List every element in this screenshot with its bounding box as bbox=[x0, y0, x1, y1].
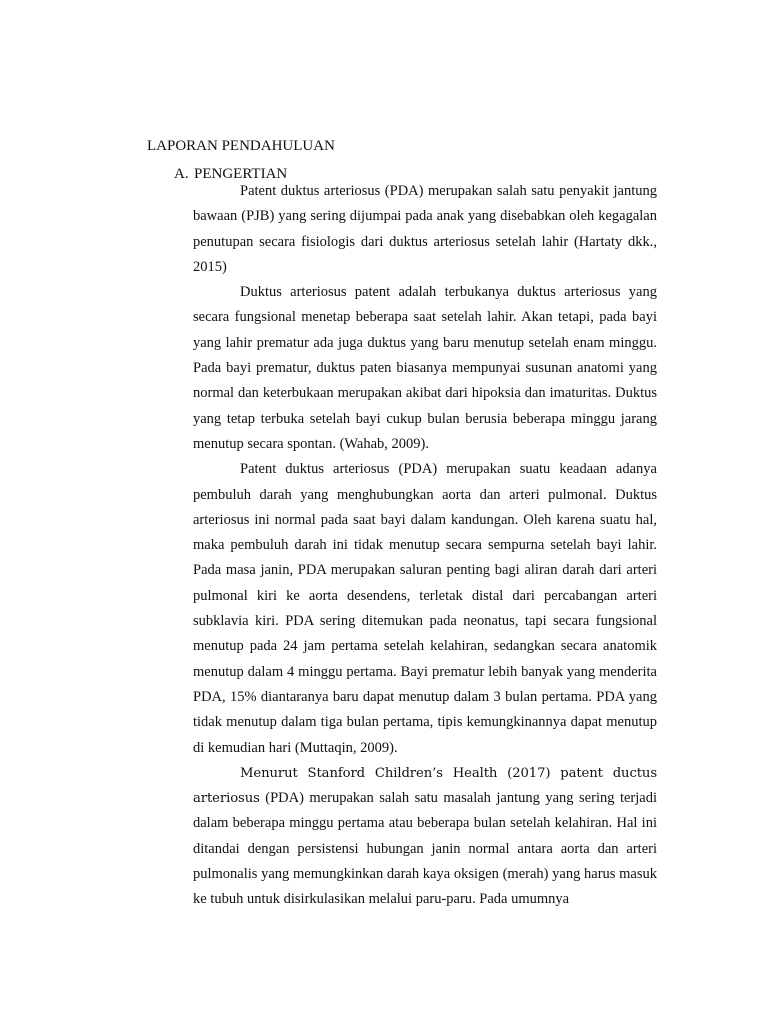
section-marker: A. bbox=[174, 166, 189, 182]
paragraph-4-lead: Menurut Stanford Children’s Health (2017) patent ductus arteriosus bbox=[193, 765, 657, 807]
section-title: PENGERTIAN bbox=[194, 166, 288, 182]
paragraph-1: Patent duktus arteriosus (PDA) merupakan salah satu penyakit jantung bawaan (PJB) yang sering dijumpai pada anak yang disebabkan oleh kegagalan penutupan secara fisiologis dari duktus arteriosus setelah lahir (Hartaty dkk., 2015) bbox=[193, 183, 657, 275]
paragraph-2: Duktus arteriosus patent adalah terbukanya duktus arteriosus yang secara fungsional menetap beberapa saat setelah lahir. Akan tetapi, pada bayi yang lahir prematur ada juga duktus yang baru menutup setelah enam minggu. Pada bayi prematur, duktus paten biasanya mempunyai susunan anatomi yang normal dan keterbukaan merupakan akibat dari hipoksia dan imaturitas. Duktus yang tetap terbuka setelah bayi cukup bulan berusia beberapa minggu jarang menutup secara spontan. (Wahab, 2009). bbox=[193, 284, 657, 452]
paragraph-4 bbox=[193, 761, 657, 913]
document-heading: LAPORAN PENDAHULUAN bbox=[147, 138, 335, 154]
paragraph-4-rest: (PDA) merupakan salah satu masalah jantung yang sering terjadi dalam beberapa minggu pertama atau beberapa bulan setelah kelahiran. Hal ini ditandai dengan persistensi hubungan janin normal antara aorta dan arteri pulmonalis yang memungkinkan darah kaya oksigen (merah) yang harus masuk ke tubuh untuk disirkulasikan melalui paru-paru. Pada umumnya bbox=[193, 790, 657, 908]
paragraph-3: Patent duktus arteriosus (PDA) merupakan suatu keadaan adanya pembuluh darah yang menghubungkan aorta dan arteri pulmonal. Duktus arteriosus ini normal pada saat bayi dalam kandungan. Oleh karena suatu hal, maka pembuluh darah ini tidak menutup secara sempurna setelah bayi lahir. Pada masa janin, PDA merupakan saluran penting bagi aliran darah dari arteri pulmonal kiri ke aorta desendens, terletak distal dari percabangan arteri subklavia kiri. PDA sering ditemukan pada neonatus, tapi secara fungsional menutup pada 24 jam pertama setelah kelahiran, sedangkan secara anatomik menutup dalam 4 minggu pertama. Bayi prematur lebih banyak yang menderita PDA, 15% diantaranya baru dapat menutup dalam 3 bulan pertama. PDA yang tidak menutup dalam tiga bulan pertama, tipis kemungkinannya dapat menutup di kemudian hari (Muttaqin, 2009). bbox=[193, 461, 657, 756]
body-text bbox=[193, 179, 657, 913]
